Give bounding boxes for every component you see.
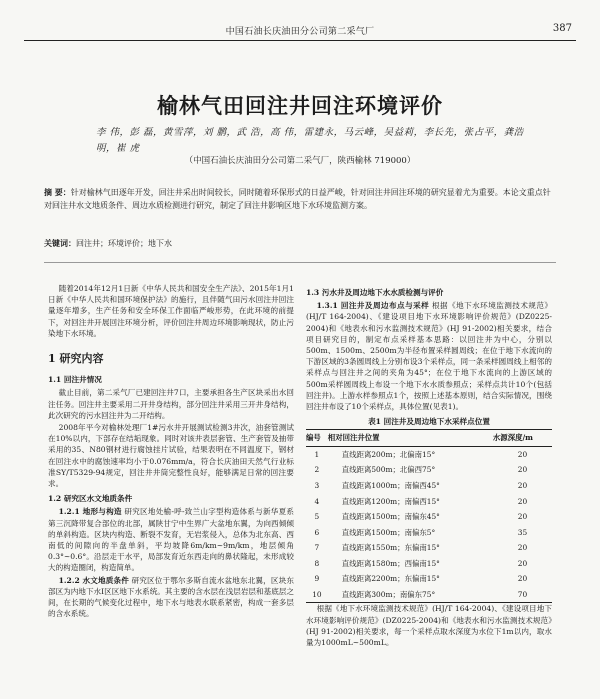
table-cell: 直线距离200m；北偏南15° <box>341 449 436 459</box>
table-row <box>306 525 552 541</box>
subsection-1-3-1-text: 根据《地下水环境监测技术规范》(HJ/T 164-2004)、《建设项目地下水环境影响评价规范》(DZ0225-2004)和《地表水和污水监测技术规范》(HJ 91-2002)相关要求，结合项目研究目的，制定布点采样基本思路：以回注井为中心，分别以500m、1500m、2500m为半径布置采样圆周线；在位于地下水流向的下游区域的3条圆周线上分别布设3个采样点，同一条采样圆周线上相邻的采样点与回注井之间的夹角为45°；在位于地下水流向的上游区域的500m采样圆周线上布设一个地下水水质参照点；采样点共计10个(包括回注井)。上游水样参照点1个，按照上述基本原则，结合实际情况，围绕回注井布设了10个采样点，具体位置(见表1)。 <box>306 301 553 412</box>
after-table-paragraph: 根据《地下水环境监测技术规范》(HJ/T 164-2004)、《建设项目地下水环境影响评价规范》(DZ0225-2004)和《地表水和污水监测技术规范》(HJ 91-2002)相关要求，每一个采样点取水深度为水位下1m以内，取水量为1000mL~500mL。 <box>306 604 552 648</box>
table-cell: 20 <box>517 574 528 584</box>
table-row <box>306 478 552 494</box>
table-cell: 3 <box>314 480 320 490</box>
keywords-label: 关键词： <box>44 238 76 248</box>
table-row <box>306 462 552 478</box>
subsection-1-1-heading: 1.1 回注井情况 <box>48 375 102 385</box>
subsection-1-2-2-text: 研究区位于鄂尔多斯自流水盆地东北翼，区块东部区为内地下水I区区地下水系统。其主要的含水层在浅层岩层和基底层之间，在长期的气候变化过程中，地下水与地表水联系紧密，构成一套多层的含水系统。 <box>48 575 294 619</box>
subsection-1-2-1-text: 研究区地处榆-呼-致兰山字型构造体系与新华夏系第三沉降带复合部位的北部，属陕甘宁中生界广大盆地东翼，为向西倾倾的单斜构造。区块内构造、断裂不发育，无岩浆侵入，总体为北东高、西南低的间隙向的半盘单斜，平均坡降6m/km~9m/km，地层倾角0.3°~0.6°。沿层走干水平，局部发育近东西走向的鼻状隆起，未形成较大的构造圈闭，构造简单。 <box>48 507 294 573</box>
table-cell: 直线距离1000m；南偏西45° <box>341 480 440 490</box>
table-row <box>306 587 552 603</box>
table-cell: 20 <box>517 558 528 568</box>
section-divider <box>44 262 556 263</box>
header-rule <box>24 40 576 41</box>
table-cell: 1 <box>314 449 320 459</box>
subsection-1-2-1-paragraph <box>48 506 294 573</box>
subsection-1-2-2-heading: 1.2.2 水文地质条件 <box>58 575 130 585</box>
table-cell: 8 <box>314 558 320 568</box>
table-row <box>306 493 552 509</box>
table-cell: 20 <box>517 512 528 522</box>
table-header-cell: 水源深度/m <box>492 433 533 443</box>
right-column <box>306 283 552 649</box>
table-cell: 20 <box>517 449 528 459</box>
table-row <box>306 446 552 462</box>
intro-paragraph: 随着2014年12月1日新《中华人民共和国安全生产法》、2015年1月1日新《中华人民共和国环境保护法》的施行，且伴随气田污水回注井回注量逐年增多，生产任务和安全环保工作面临严峻形势，在此环境的前提下，对回注井开展回注环境分析，评价回注井周边环境影响现状，防止污染地下水环境。 <box>48 284 294 338</box>
subsection-1-2-heading: 1.2 研究区水文地质条件 <box>48 494 133 504</box>
table-1-title: 表1 回注井及周边地下水采样点位置 <box>368 417 490 427</box>
table-cell: 9 <box>314 574 320 584</box>
table-cell: 20 <box>517 496 528 506</box>
table-row <box>306 540 552 556</box>
table-cell: 7 <box>314 543 320 553</box>
table-cell: 直线距离500m；北偏西75° <box>341 465 436 475</box>
abstract <box>44 186 556 212</box>
affiliation: （中国石油长庆油田分公司第二采气厂，陕西榆林 719000） <box>184 156 416 166</box>
paper-title: 榆林气田回注井回注环境评价 <box>157 93 443 118</box>
table-cell: 2 <box>314 465 320 475</box>
table-cell: 直线距离1500m；南偏东45° <box>341 512 440 522</box>
table-cell: 5 <box>314 512 320 522</box>
table-row <box>306 571 552 587</box>
table-cell: 35 <box>517 527 528 537</box>
table-cell: 直线距离1550m；东偏南15° <box>341 543 440 553</box>
table-cell: 10 <box>312 590 322 600</box>
table-header-row <box>306 430 552 446</box>
journal-name: 中国石油长庆油田分公司第二采气厂 <box>225 27 375 37</box>
abstract-label: 摘 要： <box>44 187 71 197</box>
table-cell: 直线距离2200m；东偏南15° <box>341 574 440 584</box>
table-cell: 6 <box>314 527 320 537</box>
left-column <box>48 283 294 620</box>
section-heading-1: 1 研究内容 <box>48 352 104 366</box>
subsection-1-2-1-heading: 1.2.1 地形与构造 <box>58 507 122 517</box>
subsection-1-3-1-paragraph <box>306 300 552 412</box>
table-cell: 70 <box>517 590 528 600</box>
page-number: 387 <box>552 23 572 34</box>
keywords-text: 回注井；环境评价；地下水 <box>76 239 172 248</box>
table-cell: 20 <box>517 543 528 553</box>
author-list: 李 伟，彭 磊，黄雪萍，刘 鹏，武 浩，高 伟，雷建永，马云峰，吴益莉，李长先，张占平，龚浩明，崔 虎 <box>96 127 524 154</box>
abstract-text: 针对榆林气田逐年开发，回注井采出时间较长，同时随着环保形式的日益严峻，针对回注井回注环境的研究显着尤为重要。本论文重点针对回注井水文地质条件、周边水质检测进行研究，制定了回注井影响区地下水环境监测方案。 <box>44 188 551 210</box>
table-cell: 直线距离300m；南偏东75° <box>341 590 436 600</box>
table-cell: 20 <box>517 465 528 475</box>
keywords <box>44 238 556 249</box>
table-cell: 直线距离1500m；南偏东5° <box>341 527 436 537</box>
subsection-1-1-text-2: 2008年平今对榆林处理厂1#污水井开展测试检测3井次，油套管测试在10%以内，下部存在结垢现象。同时对该井表层套管、生产套管及抽带采用的35、N80钢材进行腐蚀挂片试验，结果表明在不同温度下，钢材在回注水中的腐蚀速率均小于0.076mm/a，符合长庆油田天然气行业标准SY/T5329-94规定，回注井井筒完整性良好，能够满足日常的回注要求。 <box>48 423 294 489</box>
table-cell: 直线距离1200m；南偏西15° <box>341 496 440 506</box>
table-cell: 4 <box>314 496 320 506</box>
table-header-cell: 相对回注井位置 <box>327 433 380 443</box>
table-row <box>306 556 552 572</box>
sampling-points-table <box>306 429 552 603</box>
table-row <box>306 509 552 525</box>
table-cell: 直线距离1580m；西偏南15° <box>341 558 440 568</box>
subsection-1-3-heading: 1.3 污水井及周边地下水水质检测与评价 <box>306 288 444 297</box>
table-header-cell: 编号 <box>306 433 321 443</box>
subsection-1-2-2-paragraph <box>48 575 294 620</box>
subsection-1-1-text: 截止目前，第二采气厂已建回注井7口，主要承担各生产区块采出水回注任务。回注井主要采用二开井身结构，部分回注井采用三开井身结构，此次研究的污水回注井为二开结构。 <box>48 388 294 420</box>
table-cell: 20 <box>517 480 528 490</box>
subsection-1-3-1-heading: 1.3.1 回注井及周边布点与采样 <box>316 301 430 311</box>
